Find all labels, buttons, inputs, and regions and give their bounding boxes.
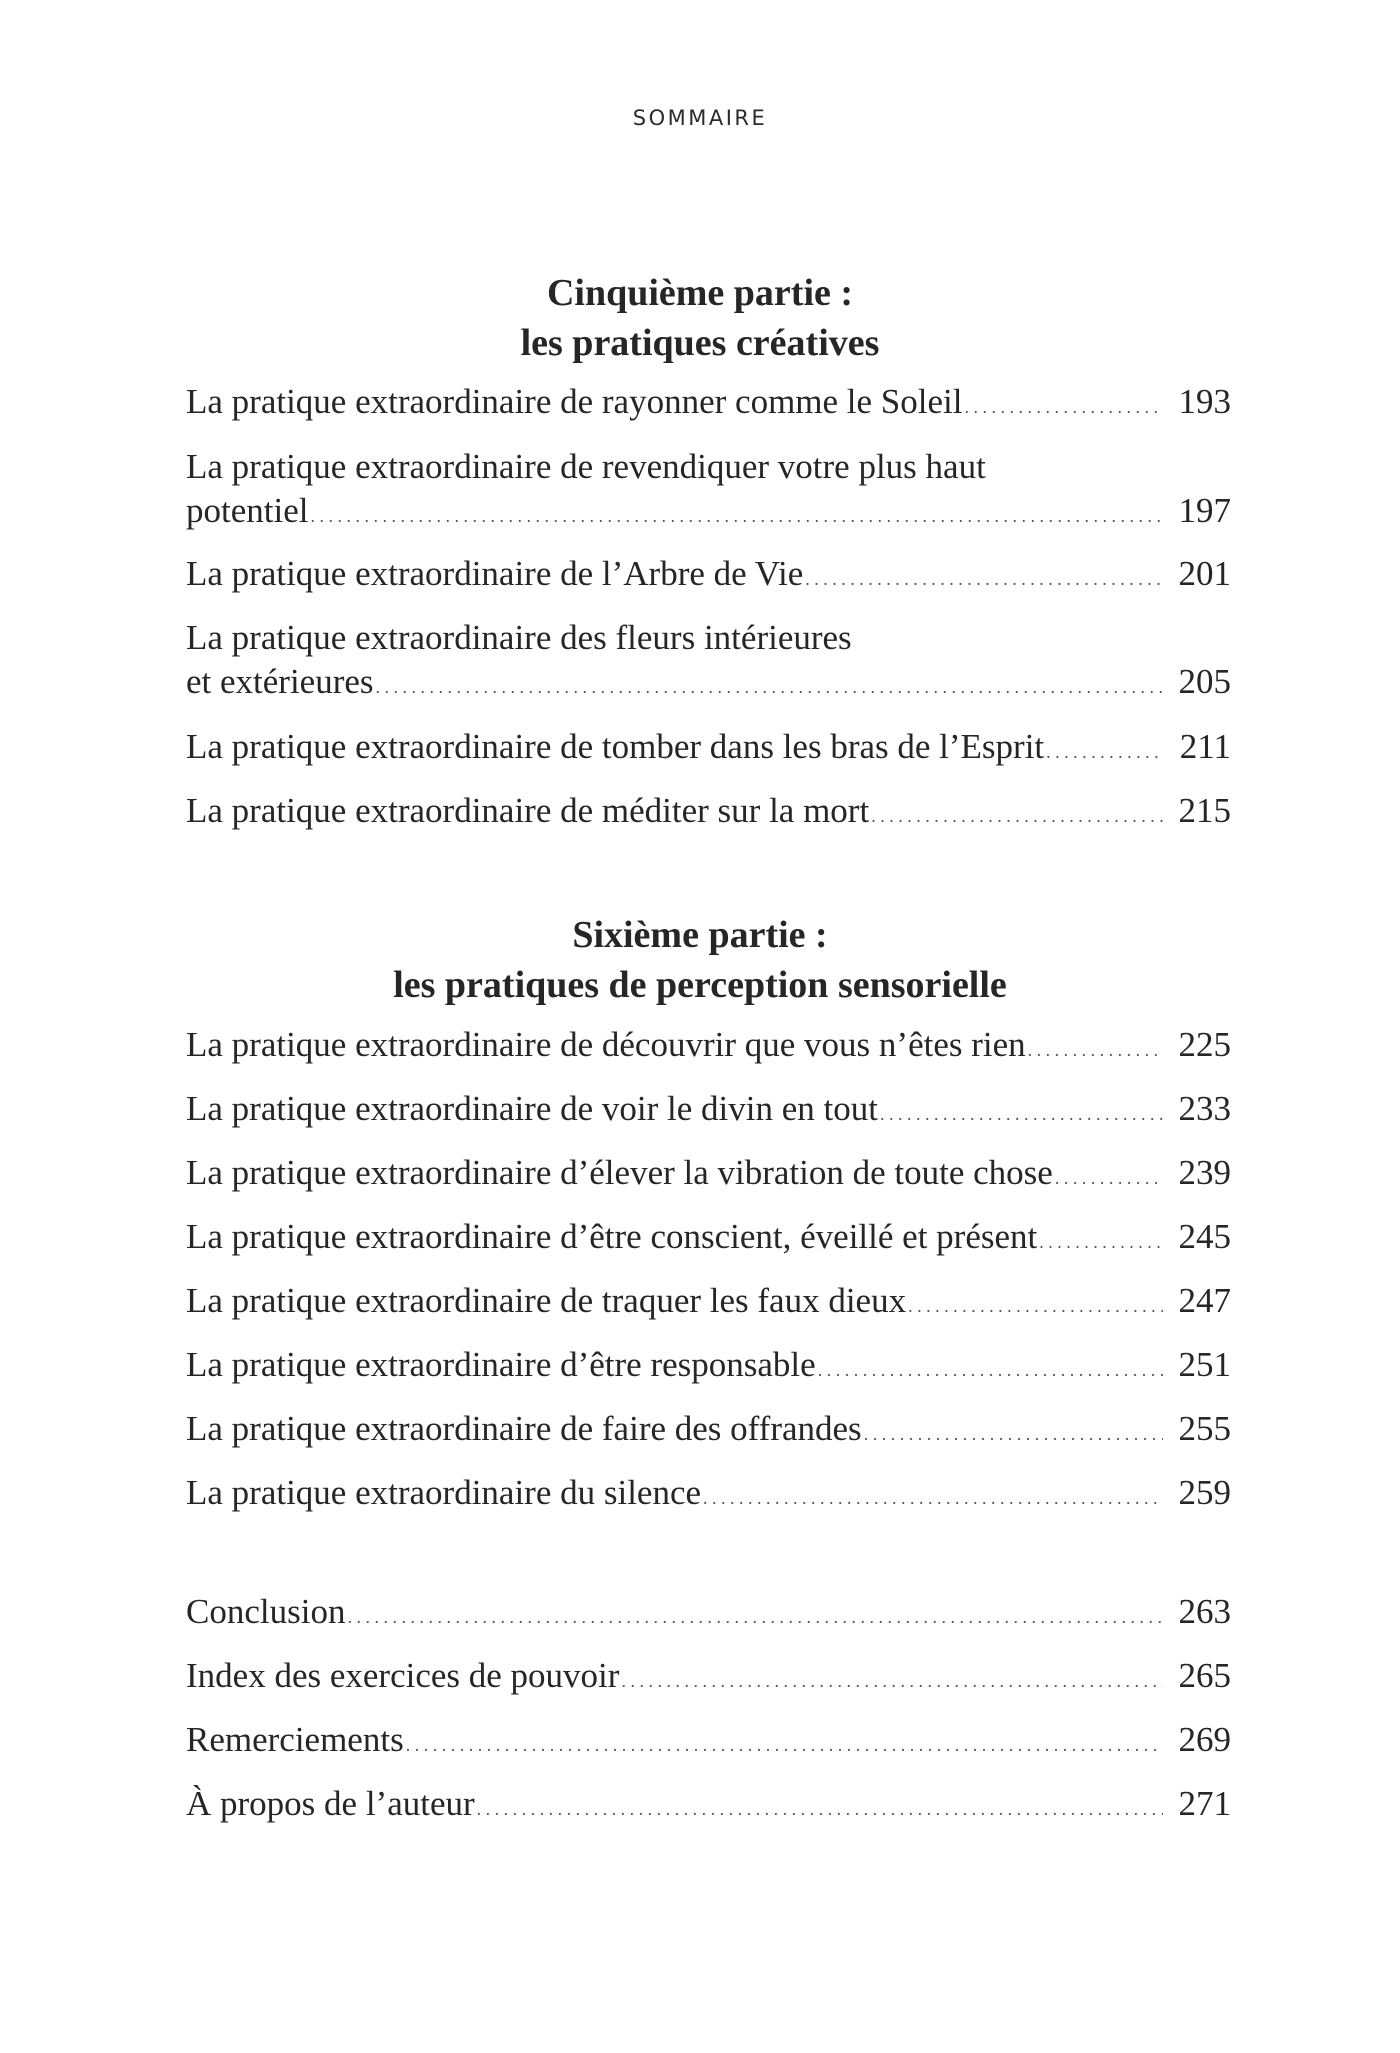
toc-entry[interactable] — [186, 1215, 1231, 1264]
dot-leader — [871, 794, 1163, 838]
toc-entry[interactable] — [186, 1407, 1231, 1456]
page-number: 251 — [1178, 1345, 1231, 1384]
toc-entry[interactable] — [186, 1718, 1231, 1767]
entry-title: La pratique extraordinaire de méditer sur la mort — [186, 791, 870, 830]
entry-title-line-2: et extérieures — [186, 662, 374, 701]
toc-entry[interactable] — [186, 1151, 1231, 1200]
entry-title: La pratique extraordinaire d’être conscient, éveillé et présent — [186, 1217, 1038, 1256]
entry-title: Index des exercices de pouvoir — [186, 1656, 620, 1695]
entry-title: Remerciements — [186, 1720, 404, 1759]
page-number: 215 — [1178, 791, 1231, 830]
dot-leader — [376, 665, 1163, 709]
entry-title: La pratique extraordinaire de l’Arbre de Vie — [186, 554, 804, 593]
toc-entry[interactable] — [186, 1471, 1231, 1520]
entry-title: La pratique extraordinaire du silence — [186, 1473, 702, 1512]
page-number: 247 — [1178, 1281, 1231, 1320]
page-number: 263 — [1178, 1592, 1231, 1631]
dot-leader — [908, 1284, 1163, 1328]
page-number: 193 — [1178, 382, 1231, 421]
dot-leader — [805, 557, 1163, 601]
entry-title: La pratique extraordinaire d’élever la vibration de toute chose — [186, 1153, 1053, 1192]
dot-leader — [406, 1723, 1163, 1767]
entry-title: La pratique extraordinaire de voir le divin en tout — [186, 1089, 878, 1128]
dot-leader — [1046, 730, 1163, 774]
page-number: 205 — [1178, 662, 1231, 701]
page-number: 271 — [1178, 1784, 1231, 1823]
toc-entry[interactable] — [186, 1782, 1231, 1831]
entry-title-line-1: La pratique extraordinaire de revendiquer votre plus haut — [186, 447, 986, 486]
dot-leader — [703, 1476, 1163, 1520]
page-number: 239 — [1178, 1153, 1231, 1192]
part-heading-5 — [0, 268, 1400, 368]
page-number: 197 — [1178, 491, 1231, 530]
toc-entry[interactable] — [186, 1590, 1231, 1639]
dot-leader — [964, 385, 1163, 429]
dot-leader — [477, 1787, 1163, 1831]
toc-entry[interactable] — [186, 789, 1231, 838]
toc-entry[interactable] — [186, 552, 1231, 601]
entry-title: La pratique extraordinaire de traquer les faux dieux — [186, 1281, 907, 1320]
dot-leader — [818, 1348, 1163, 1392]
entry-title: À propos de l’auteur — [186, 1784, 475, 1823]
dot-leader — [621, 1659, 1163, 1703]
page-number: 233 — [1178, 1089, 1231, 1128]
part-heading-title: Cinquième partie : — [546, 272, 854, 314]
page-number: 225 — [1178, 1025, 1231, 1064]
part-heading-title: Sixième partie : — [572, 914, 828, 956]
page-number: 245 — [1178, 1217, 1231, 1256]
page-number: 201 — [1178, 554, 1231, 593]
dot-leader — [880, 1092, 1163, 1136]
toc-entry[interactable] — [186, 616, 1231, 709]
toc-entry[interactable] — [186, 380, 1231, 429]
part-heading-6 — [0, 910, 1400, 1010]
dot-leader — [310, 494, 1163, 538]
toc-entry[interactable] — [186, 1087, 1231, 1136]
dot-leader — [1028, 1028, 1163, 1072]
page-number: 265 — [1178, 1656, 1231, 1695]
dot-leader — [1039, 1220, 1163, 1264]
page-number: 255 — [1178, 1409, 1231, 1448]
dot-leader — [1055, 1156, 1163, 1200]
toc-entry[interactable] — [186, 1654, 1231, 1703]
page-number: 269 — [1178, 1720, 1231, 1759]
entry-title: La pratique extraordinaire d’être responsable — [186, 1345, 816, 1384]
entry-title: La pratique extraordinaire de faire des offrandes — [186, 1409, 862, 1448]
entry-title: Conclusion — [186, 1592, 346, 1631]
page-number: 211 — [1179, 727, 1231, 766]
entry-title: La pratique extraordinaire de tomber dans les bras de l’Esprit — [186, 727, 1045, 766]
toc-entry[interactable] — [186, 1343, 1231, 1392]
toc-entry[interactable] — [186, 1023, 1231, 1072]
entry-title: La pratique extraordinaire de rayonner comme le Soleil — [186, 382, 963, 421]
page-number: 259 — [1178, 1473, 1231, 1512]
entry-title: La pratique extraordinaire de découvrir que vous n’êtes rien — [186, 1025, 1026, 1064]
part-heading-subtitle: les pratiques créatives — [520, 322, 880, 364]
toc-entry[interactable] — [186, 445, 1231, 538]
entry-title-line-1: La pratique extraordinaire des fleurs intérieures — [186, 618, 852, 657]
running-head: SOMMAIRE — [632, 106, 768, 130]
part-heading-subtitle: les pratiques de perception sensorielle — [393, 964, 1007, 1006]
entry-title-line-2: potentiel — [186, 491, 309, 530]
dot-leader — [864, 1412, 1163, 1456]
toc-entry[interactable] — [186, 725, 1231, 774]
toc-entry[interactable] — [186, 1279, 1231, 1328]
dot-leader — [347, 1595, 1163, 1639]
